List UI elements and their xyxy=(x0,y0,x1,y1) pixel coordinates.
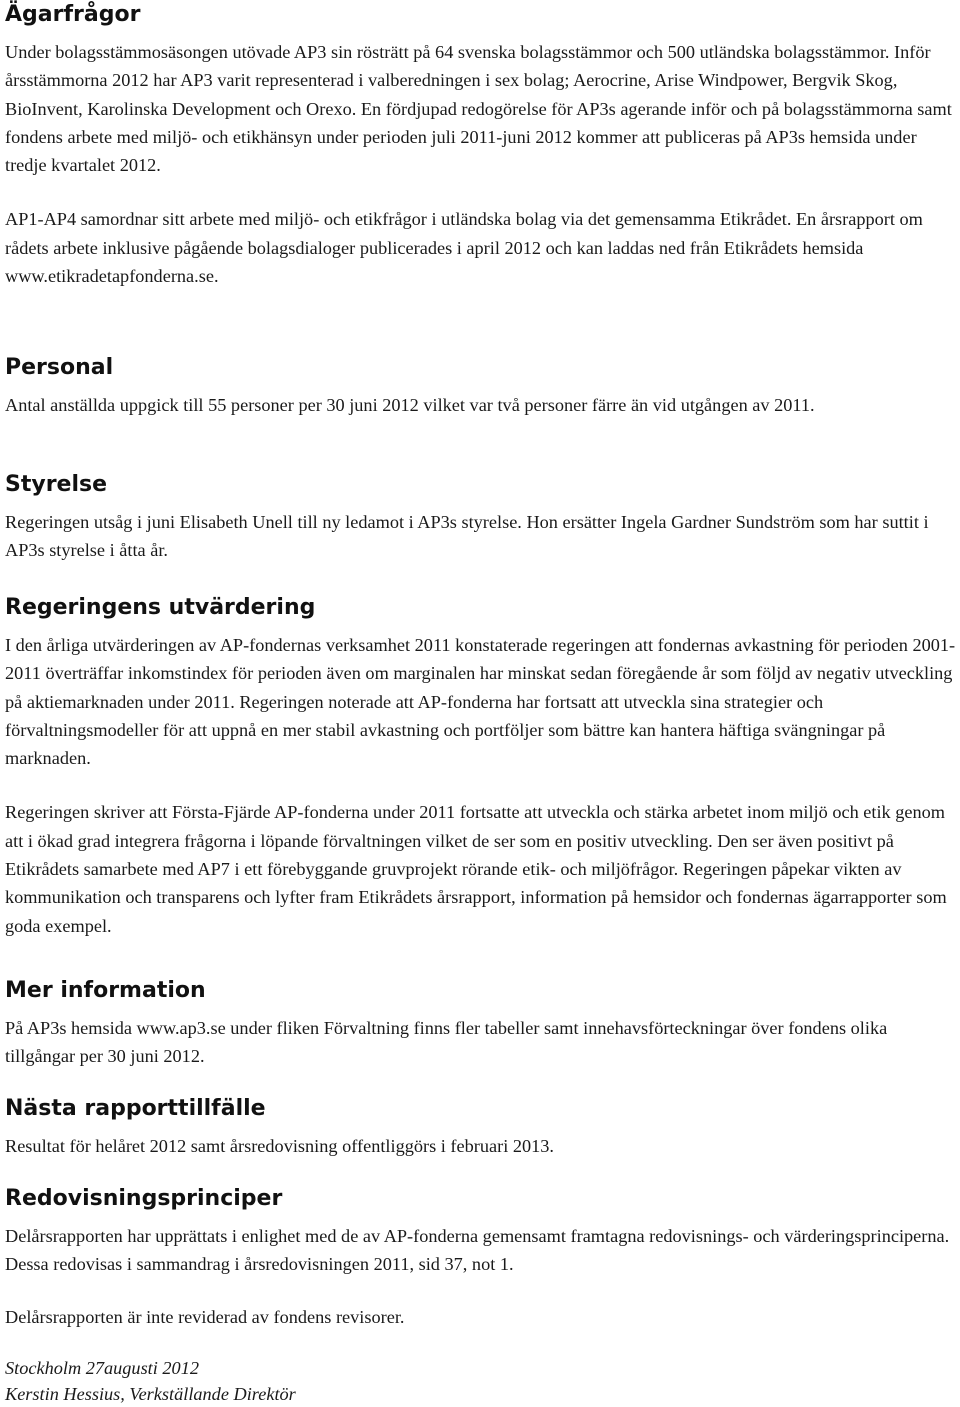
section-personal xyxy=(5,353,957,419)
section-heading: Styrelse xyxy=(5,472,108,497)
section-heading: Redovisningsprinciper xyxy=(5,1186,283,1211)
section-heading: Nästa rapporttillfälle xyxy=(5,1096,266,1121)
signature-name-title: Kerstin Hessius, Verkställande Direktör xyxy=(5,1384,296,1404)
paragraph: I den årliga utvärderingen av AP-fondernas verksamhet 2011 konstaterade regeringen att fondernas avkastning för perioden 2001-2011 överträffar inkomstindex för perioden även om marginalen har minskat sedan föregående år som följd av negativ utveckling på aktiemarknaden under 2011. Regeringen noterade att AP-fonderna har fortsatt att utveckla sina strategier och förvaltningsmodeller för att uppnå en mer stabil avkastning och portföljer som bättre kan hantera häftiga svängningar på marknaden. xyxy=(5,635,956,769)
paragraph: Delårsrapporten är inte reviderad av fondens revisorer. xyxy=(5,1306,405,1327)
section-regeringens-utvardering xyxy=(5,593,957,940)
section-mer-information xyxy=(5,976,957,1071)
paragraph: På AP3s hemsida www.ap3.se under fliken Förvaltning finns fler tabeller samt innehavsförteckningar över fondens olika tillgångar per 30 juni 2012. xyxy=(5,1018,888,1067)
section-nasta-rapporttillfalle xyxy=(5,1094,957,1160)
signature-block xyxy=(5,1355,957,1407)
paragraph: Resultat för helåret 2012 samt årsredovisning offentliggörs i februari 2013. xyxy=(5,1136,554,1156)
section-redovisningsprinciper xyxy=(5,1184,957,1331)
section-heading: Personal xyxy=(5,355,114,380)
section-heading: Mer information xyxy=(5,978,206,1003)
paragraph: AP1-AP4 samordnar sitt arbete med miljö- och etikfrågor i utländska bolag via det gemensamma Etikrådet. En årsrapport om rådets arbete inklusive pågående bolagsdialoger publicerades i april 2012 och kan laddas ned från Etikrådets hemsida www.etikradetapfonderna.se. xyxy=(5,209,923,287)
section-heading: Ägarfrågor xyxy=(5,2,141,27)
paragraph: Delårsrapporten har upprättats i enlighet med de av AP-fonderna gemensamt framtagna redovisnings- och värderingsprinciperna. Dessa redovisas i sammandrag i årsredovisningen 2011, sid 37, not 1. xyxy=(5,1226,950,1275)
paragraph: Regeringen utsåg i juni Elisabeth Unell till ny ledamot i AP3s styrelse. Hon ersätter Ingela Gardner Sundström som har suttit i AP3s styrelse i åtta år. xyxy=(5,512,929,561)
paragraph: Antal anställda uppgick till 55 personer per 30 juni 2012 vilket var två personer färre än vid utgången av 2011. xyxy=(5,395,815,415)
paragraph: Regeringen skriver att Första-Fjärde AP-fonderna under 2011 fortsatte att utveckla och stärka arbetet inom miljö och etik genom att i ökad grad integrera frågorna i löpande förvaltningen vilket de ser som en positiv utveckling. Den ser även positivt på Etikrådets samarbete med AP7 i ett förebyggande gruvprojekt rörande etik- och miljöfrågor. Regeringen påpekar vikten av kommunikation och transparens och lyfter fram Etikrådets årsrapport, information på hemsidor och fondernas ägarrapporter som goda exempel. xyxy=(5,802,947,936)
section-agarfragor xyxy=(5,0,957,290)
paragraph: Under bolagsstämmosäsongen utövade AP3 sin rösträtt på 64 svenska bolagsstämmor och 500 utländska bolagsstämmor. Inför årsstämmorna 2012 har AP3 varit representerad i valberedningen i sex bolag; Aerocrine, Arise Windpower, Bergvik Skog, BioInvent, Karolinska Development och Orexo. En fördjupad redogörelse för AP3s agerande inför och på bolagsstämmorna samt fondens arbete med miljö- och etikhänsyn under perioden juli 2011-juni 2012 kommer att publiceras på AP3s hemsida under tredje kvartalet 2012. xyxy=(5,42,952,176)
section-heading: Regeringens utvärdering xyxy=(5,595,316,620)
signature-place-date: Stockholm 27augusti 2012 xyxy=(5,1358,199,1378)
section-styrelse xyxy=(5,470,957,565)
